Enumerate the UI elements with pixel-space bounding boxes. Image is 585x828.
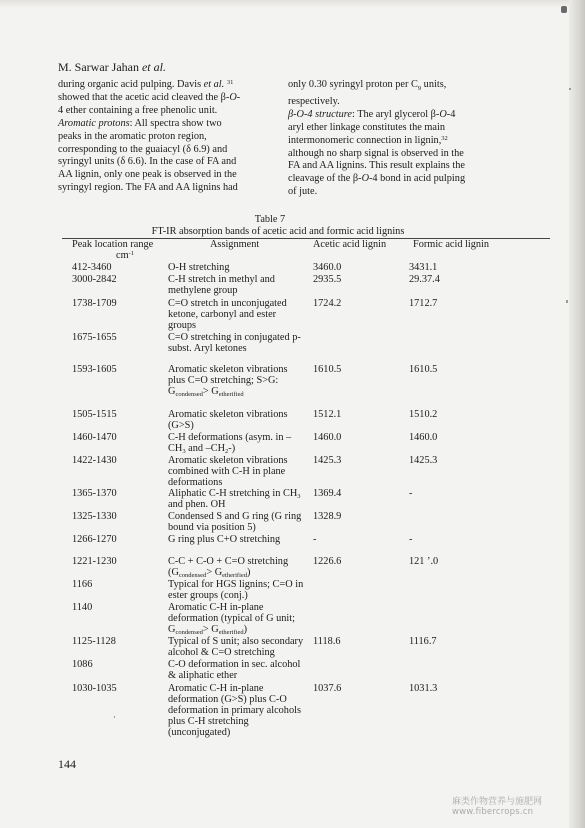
assignment-cell: (unconjugated)	[168, 727, 231, 738]
page-binding-edge	[569, 0, 585, 828]
assignment-cell: Aromatic skeleton vibrations	[168, 364, 288, 375]
assignment-cell: C-O deformation in sec. alcohol	[168, 659, 301, 670]
running-head	[58, 60, 166, 75]
text-line: corresponding to the guaiacyl (δ 6.9) and	[58, 143, 228, 155]
assignment-cell: Typical of S unit; also secondary	[168, 636, 304, 647]
peak-location-cell: 1086	[72, 659, 93, 670]
assignment-cell: $G_{condensed}> G_{etherified}$)	[168, 624, 248, 636]
assignment-cell: C-H stretch in methyl and	[168, 274, 275, 285]
assignment-cell: Condensed S and G ring (G ring	[168, 511, 302, 522]
text-line: cleavage of the β-O-4 bond in acid pulping	[288, 173, 466, 185]
scan-speck	[569, 88, 571, 90]
assignment-cell: alcohol & C=O stretching	[168, 647, 275, 658]
header-peak-label: Peak location range	[72, 239, 154, 250]
assignment-cell: G ring plus C+O stretching	[168, 534, 281, 545]
peak-location-cell: 1365-1370	[72, 488, 117, 499]
assignment-cell: Aromatic C-H in-plane	[168, 683, 264, 694]
peak-location-cell: 412-3460	[72, 262, 112, 273]
header-formic-acid-lignin: Formic acid lignin	[413, 239, 490, 250]
formic-acid-value-cell: -	[409, 534, 413, 545]
peak-location-cell: 1266-1270	[72, 534, 117, 545]
assignment-cell: C-C + C-O + C=O stretching	[168, 556, 289, 567]
formic-acid-value-cell: 1610.5	[409, 364, 438, 375]
acetic-acid-value-cell: -	[313, 534, 317, 545]
table-number: Table 7	[254, 214, 286, 225]
text-line: FA and AA lignins. This result explains the	[288, 160, 465, 172]
scan-speck	[566, 300, 568, 303]
assignment-cell: Aromatic C-H in-plane	[168, 602, 264, 613]
assignment-cell: Aliphatic C-H stretching in $CH_3$	[168, 488, 301, 500]
formic-acid-value-cell: 3431.1	[409, 262, 438, 273]
formic-acid-value-cell: 1116.7	[409, 636, 437, 647]
right-column	[288, 79, 485, 199]
assignment-cell: & aliphatic ether	[168, 670, 238, 681]
assignment-cell: and phen. OH	[168, 499, 226, 510]
assignment-cell: Aromatic skeleton vibrations	[168, 409, 288, 420]
text-line: intermonomeric connection in lignin,$^{32}$	[288, 134, 448, 146]
assignment-cell: O-H stretching	[168, 262, 230, 273]
assignment-cell: deformation in primary alcohols	[168, 705, 301, 716]
header-peak-location	[72, 239, 153, 261]
assignment-cell: (G>S)	[168, 420, 194, 431]
acetic-acid-value-cell: 1512.1	[313, 409, 342, 420]
table-caption: FT-IR absorption bands of acetic acid and formic acid lignins	[151, 226, 405, 237]
peak-location-cell: 1166	[72, 579, 93, 590]
peak-location-cell: 1675-1655	[72, 332, 117, 343]
formic-acid-value-cell: 1712.7	[409, 298, 438, 309]
formic-acid-value-cell: 29.37.4	[409, 274, 440, 285]
formic-acid-value-cell: -	[409, 488, 413, 499]
peak-location-cell: 1422-1430	[72, 455, 117, 466]
assignment-cell: ester groups (conj.)	[168, 590, 248, 601]
acetic-acid-value-cell: 2935.5	[313, 274, 342, 285]
formic-acid-value-cell: 1425.3	[409, 455, 438, 466]
peak-location-cell: 1125-1128	[72, 636, 116, 647]
acetic-acid-value-cell: 1369.4	[313, 488, 342, 499]
text-line: showed that the acetic acid cleaved the β-O-	[58, 91, 241, 103]
peak-location-cell: 1738-1709	[72, 298, 117, 309]
scan-speck	[114, 716, 115, 718]
watermark-text: 麻类作物营养与施肥网	[452, 797, 543, 807]
peak-location-cell: 1505-1515	[72, 409, 117, 420]
assignment-cell: plus C=O stretching; S>G:	[168, 375, 279, 386]
assignment-cell: deformations	[168, 477, 223, 488]
page-top-shadow	[0, 0, 585, 8]
acetic-acid-value-cell: 1118.6	[313, 636, 341, 647]
assignment-cell: $CH_3$ and $-CH_2-$)	[168, 443, 236, 455]
assignment-cell: C=O stretch in unconjugated	[168, 298, 287, 309]
peak-location-cell: 3000-2842	[72, 274, 117, 285]
peak-location-cell: 1593-1605	[72, 364, 117, 375]
text-line: AA lignin, only one peak is observed in the	[58, 169, 237, 181]
peak-location-cell: 1325-1330	[72, 511, 117, 522]
assignment-cell: Aromatic skeleton vibrations	[168, 455, 288, 466]
header-acetic-acid-lignin: Acetic acid lignin	[313, 239, 387, 250]
assignment-cell: C-H deformations (asym. in –	[168, 432, 292, 443]
acetic-acid-value-cell: 1328.9	[313, 511, 342, 522]
acetic-acid-value-cell: 1037.6	[313, 683, 342, 694]
text-line: β-O-4 structure: The aryl glycerol β-O-4	[288, 108, 456, 120]
peak-location-cell: 1221-1230	[72, 556, 117, 567]
header-assignment: Assignment	[210, 239, 260, 250]
text-line: of jute.	[288, 186, 318, 198]
assignment-cell: methylene group	[168, 285, 238, 296]
assignment-cell: bound via position 5)	[168, 522, 256, 533]
peak-location-cell: 1140	[72, 602, 93, 613]
peak-location-cell: 1030-1035	[72, 683, 117, 694]
assignment-cell: plus C-H stretching	[168, 716, 249, 727]
watermark-url: www.fibercrops.cn	[452, 807, 534, 817]
acetic-acid-value-cell: 3460.0	[313, 262, 342, 273]
acetic-acid-value-cell: 1460.0	[313, 432, 342, 443]
text-line: aryl ether linkage constitutes the main	[288, 121, 445, 133]
text-line: peaks in the aromatic proton region,	[58, 130, 207, 142]
running-head-text: M. Sarwar Jahan et al.	[58, 60, 166, 74]
acetic-acid-value-cell: 1425.3	[313, 455, 342, 466]
acetic-acid-value-cell: 1226.6	[313, 556, 342, 567]
text-line: syringyl region. The FA and AA lignins had	[58, 182, 238, 194]
scan-spot	[561, 6, 567, 13]
formic-acid-value-cell: 1460.0	[409, 432, 438, 443]
text-line: Aromatic protons: All spectra show two	[58, 117, 222, 129]
formic-acid-value-cell: 1031.3	[409, 683, 438, 694]
acetic-acid-value-cell: 1724.2	[313, 298, 342, 309]
assignment-cell: deformation (typical of G unit;	[168, 613, 295, 624]
left-column	[58, 79, 255, 195]
header-peak-unit: $cm^{-1}$	[116, 250, 135, 261]
formic-acid-value-cell: 1510.2	[409, 409, 438, 420]
assignment-cell: $G_{condensed}> G_{etherified}$	[168, 386, 244, 398]
assignment-cell: subst. Aryl ketones	[168, 343, 247, 354]
watermark	[452, 797, 542, 817]
text-line: syringyl units (δ 6.6). In the case of FA and	[58, 156, 237, 168]
text-line: 4 ether containing a free phenolic unit.	[58, 104, 218, 116]
text-line: only 0.30 syringyl proton per $C_9$ units,	[288, 79, 447, 93]
page-number: 144	[58, 757, 76, 771]
text-line: although no sharp signal is observed in the	[288, 147, 464, 159]
assignment-cell: C=O stretching in conjugated p-	[168, 332, 301, 343]
assignment-cell: deformation (G>S) plus C-O	[168, 694, 287, 705]
text-line: during organic acid pulping. Davis et al. $^{31}$	[58, 79, 234, 90]
assignment-cell: groups	[168, 320, 197, 331]
assignment-cell: ketone, carbonyl and ester	[168, 309, 277, 320]
formic-acid-value-cell: 121 ʼ.0	[409, 556, 439, 567]
assignment-cell: Typical for HGS lignins; C=O in	[168, 579, 304, 590]
peak-location-cell: 1460-1470	[72, 432, 117, 443]
text-line: respectively.	[288, 95, 340, 107]
assignment-cell: combined with C-H in plane	[168, 466, 286, 477]
acetic-acid-value-cell: 1610.5	[313, 364, 342, 375]
assignment-cell: $(G_{condensed}> G_{etherified})$	[168, 567, 251, 579]
